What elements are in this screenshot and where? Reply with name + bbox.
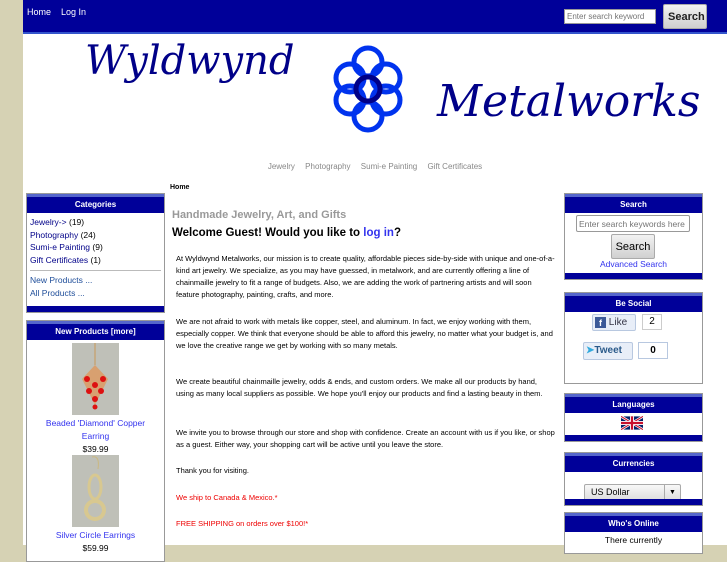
product-price: $39.99	[82, 444, 109, 454]
currencies-box-title: Currencies	[565, 453, 702, 472]
product-name[interactable]: Silver Circle Earrings	[55, 530, 136, 540]
facebook-icon: f	[595, 317, 606, 328]
whos-online-box	[564, 512, 703, 554]
product-image-silver-circle-earrings[interactable]	[72, 455, 119, 527]
nav-photography[interactable]: Photography	[305, 162, 351, 171]
chevron-down-icon[interactable]: ▼	[664, 485, 680, 500]
shipping-notice: We ship to Canada & Mexico.*	[176, 493, 278, 502]
uk-flag-icon[interactable]	[621, 416, 643, 430]
free-shipping-notice: FREE SHIPPING on orders over $100!*	[176, 519, 309, 528]
top-bar	[23, 0, 727, 34]
whos-online-text: There currently	[604, 535, 663, 545]
site-logo[interactable]	[23, 36, 727, 156]
nav-sumi-e-painting[interactable]: Sumi-e Painting	[360, 162, 418, 171]
category-item[interactable]: Photography (24)	[30, 229, 96, 240]
top-search-input[interactable]	[564, 9, 656, 24]
intro-paragraph: At Wyldwynd Metalworks, our mission is to create quality, affordable pieces side-by-side with unique and one-of-a-kind art jewelry. We specialize, as you may have guessed, in metalwork, and are currently offering a line of chainmaille jewelry to fit a range of budgets. Also, we are adding the work of partnering artists and will soon feature photography, painting, crafts, and more.	[176, 254, 555, 299]
chainmaille-rings-icon	[328, 44, 408, 134]
product-price: $59.99	[82, 543, 109, 553]
languages-box	[564, 393, 703, 442]
box-footer	[565, 499, 702, 505]
category-item[interactable]: Sumi-e Painting (9)	[30, 242, 103, 252]
categories-box	[26, 193, 165, 313]
currencies-box	[564, 452, 703, 506]
languages-box-title: Languages	[565, 394, 702, 413]
product-name[interactable]: Beaded 'Diamond' Copper Earring	[45, 418, 146, 441]
top-link-home[interactable]: Home	[27, 7, 52, 17]
box-footer	[565, 435, 702, 441]
currency-select[interactable]: US Dollar ▼	[584, 484, 681, 501]
category-item[interactable]: Gift Certificates (1)	[30, 254, 101, 265]
product-image-copper-earring[interactable]	[72, 343, 119, 415]
invite-paragraph: We invite you to browse through our store and shop with confidence. Create an account with us if you like, or shop as a guest. Either way, your shopping cart will be active until you leave the store.	[176, 428, 555, 449]
categories-box-title: Categories	[27, 194, 164, 213]
search-box-title: Search	[565, 194, 702, 213]
welcome-heading: Welcome Guest! Would you like to log in?	[172, 227, 401, 239]
nav-jewelry[interactable]: Jewelry	[267, 162, 295, 171]
top-link-login[interactable]: Log In	[61, 7, 87, 17]
tweet-button[interactable]: ➤Tweet	[583, 342, 633, 360]
thanks-paragraph: Thank you for visiting.	[176, 466, 249, 475]
tweet-count: 0	[638, 342, 668, 359]
search-input[interactable]	[576, 215, 690, 232]
twitter-bird-icon: ➤	[586, 345, 595, 356]
all-products-link[interactable]: All Products ...	[30, 287, 85, 298]
logo-text-metalworks: Metalworks	[437, 76, 701, 127]
search-box	[564, 193, 703, 280]
like-count: 2	[642, 314, 662, 330]
search-button[interactable]: Search	[611, 234, 655, 259]
whos-online-box-title: Who's Online	[565, 513, 702, 532]
category-item[interactable]: Jewelry-> (19)	[30, 217, 85, 227]
logo-text-wyldwynd: Wyldwynd	[85, 38, 295, 84]
new-products-box-title[interactable]: New Products [more]	[27, 321, 164, 340]
box-footer	[27, 306, 164, 312]
social-box-title: Be Social	[565, 293, 702, 312]
category-nav	[23, 162, 727, 171]
products-paragraph: We create beautiful chainmaille jewelry, odds & ends, and custom orders. We make all our products by hand, using as many local suppliers as possible. We hope you'll enjoy our products and find a lasting beauty in them.	[176, 377, 543, 398]
page	[23, 0, 727, 553]
nav-gift-certificates[interactable]: Gift Certificates	[427, 162, 483, 171]
facebook-like-button[interactable]: f Like	[592, 314, 636, 331]
metals-paragraph: We are not afraid to work with metals like copper, steel, and aluminum. In fact, we enjoy working with them, especially copper. We think that everyone should be able to afford this jewelry, no matter what your budget is, and we love the creative range we get by working with so many metals.	[176, 317, 553, 350]
login-link[interactable]: log in	[363, 227, 394, 239]
box-footer	[565, 273, 702, 279]
advanced-search-link[interactable]: Advanced Search	[599, 259, 668, 269]
top-search-button[interactable]: Search	[663, 4, 707, 29]
product-item[interactable]	[27, 455, 164, 554]
new-products-link[interactable]: New Products ...	[30, 275, 93, 285]
social-box	[564, 292, 703, 384]
product-item[interactable]	[27, 340, 164, 455]
new-products-box	[26, 320, 165, 562]
breadcrumb[interactable]: Home	[170, 184, 190, 191]
divider	[30, 270, 161, 271]
page-subtitle: Handmade Jewelry, Art, and Gifts	[172, 209, 347, 221]
